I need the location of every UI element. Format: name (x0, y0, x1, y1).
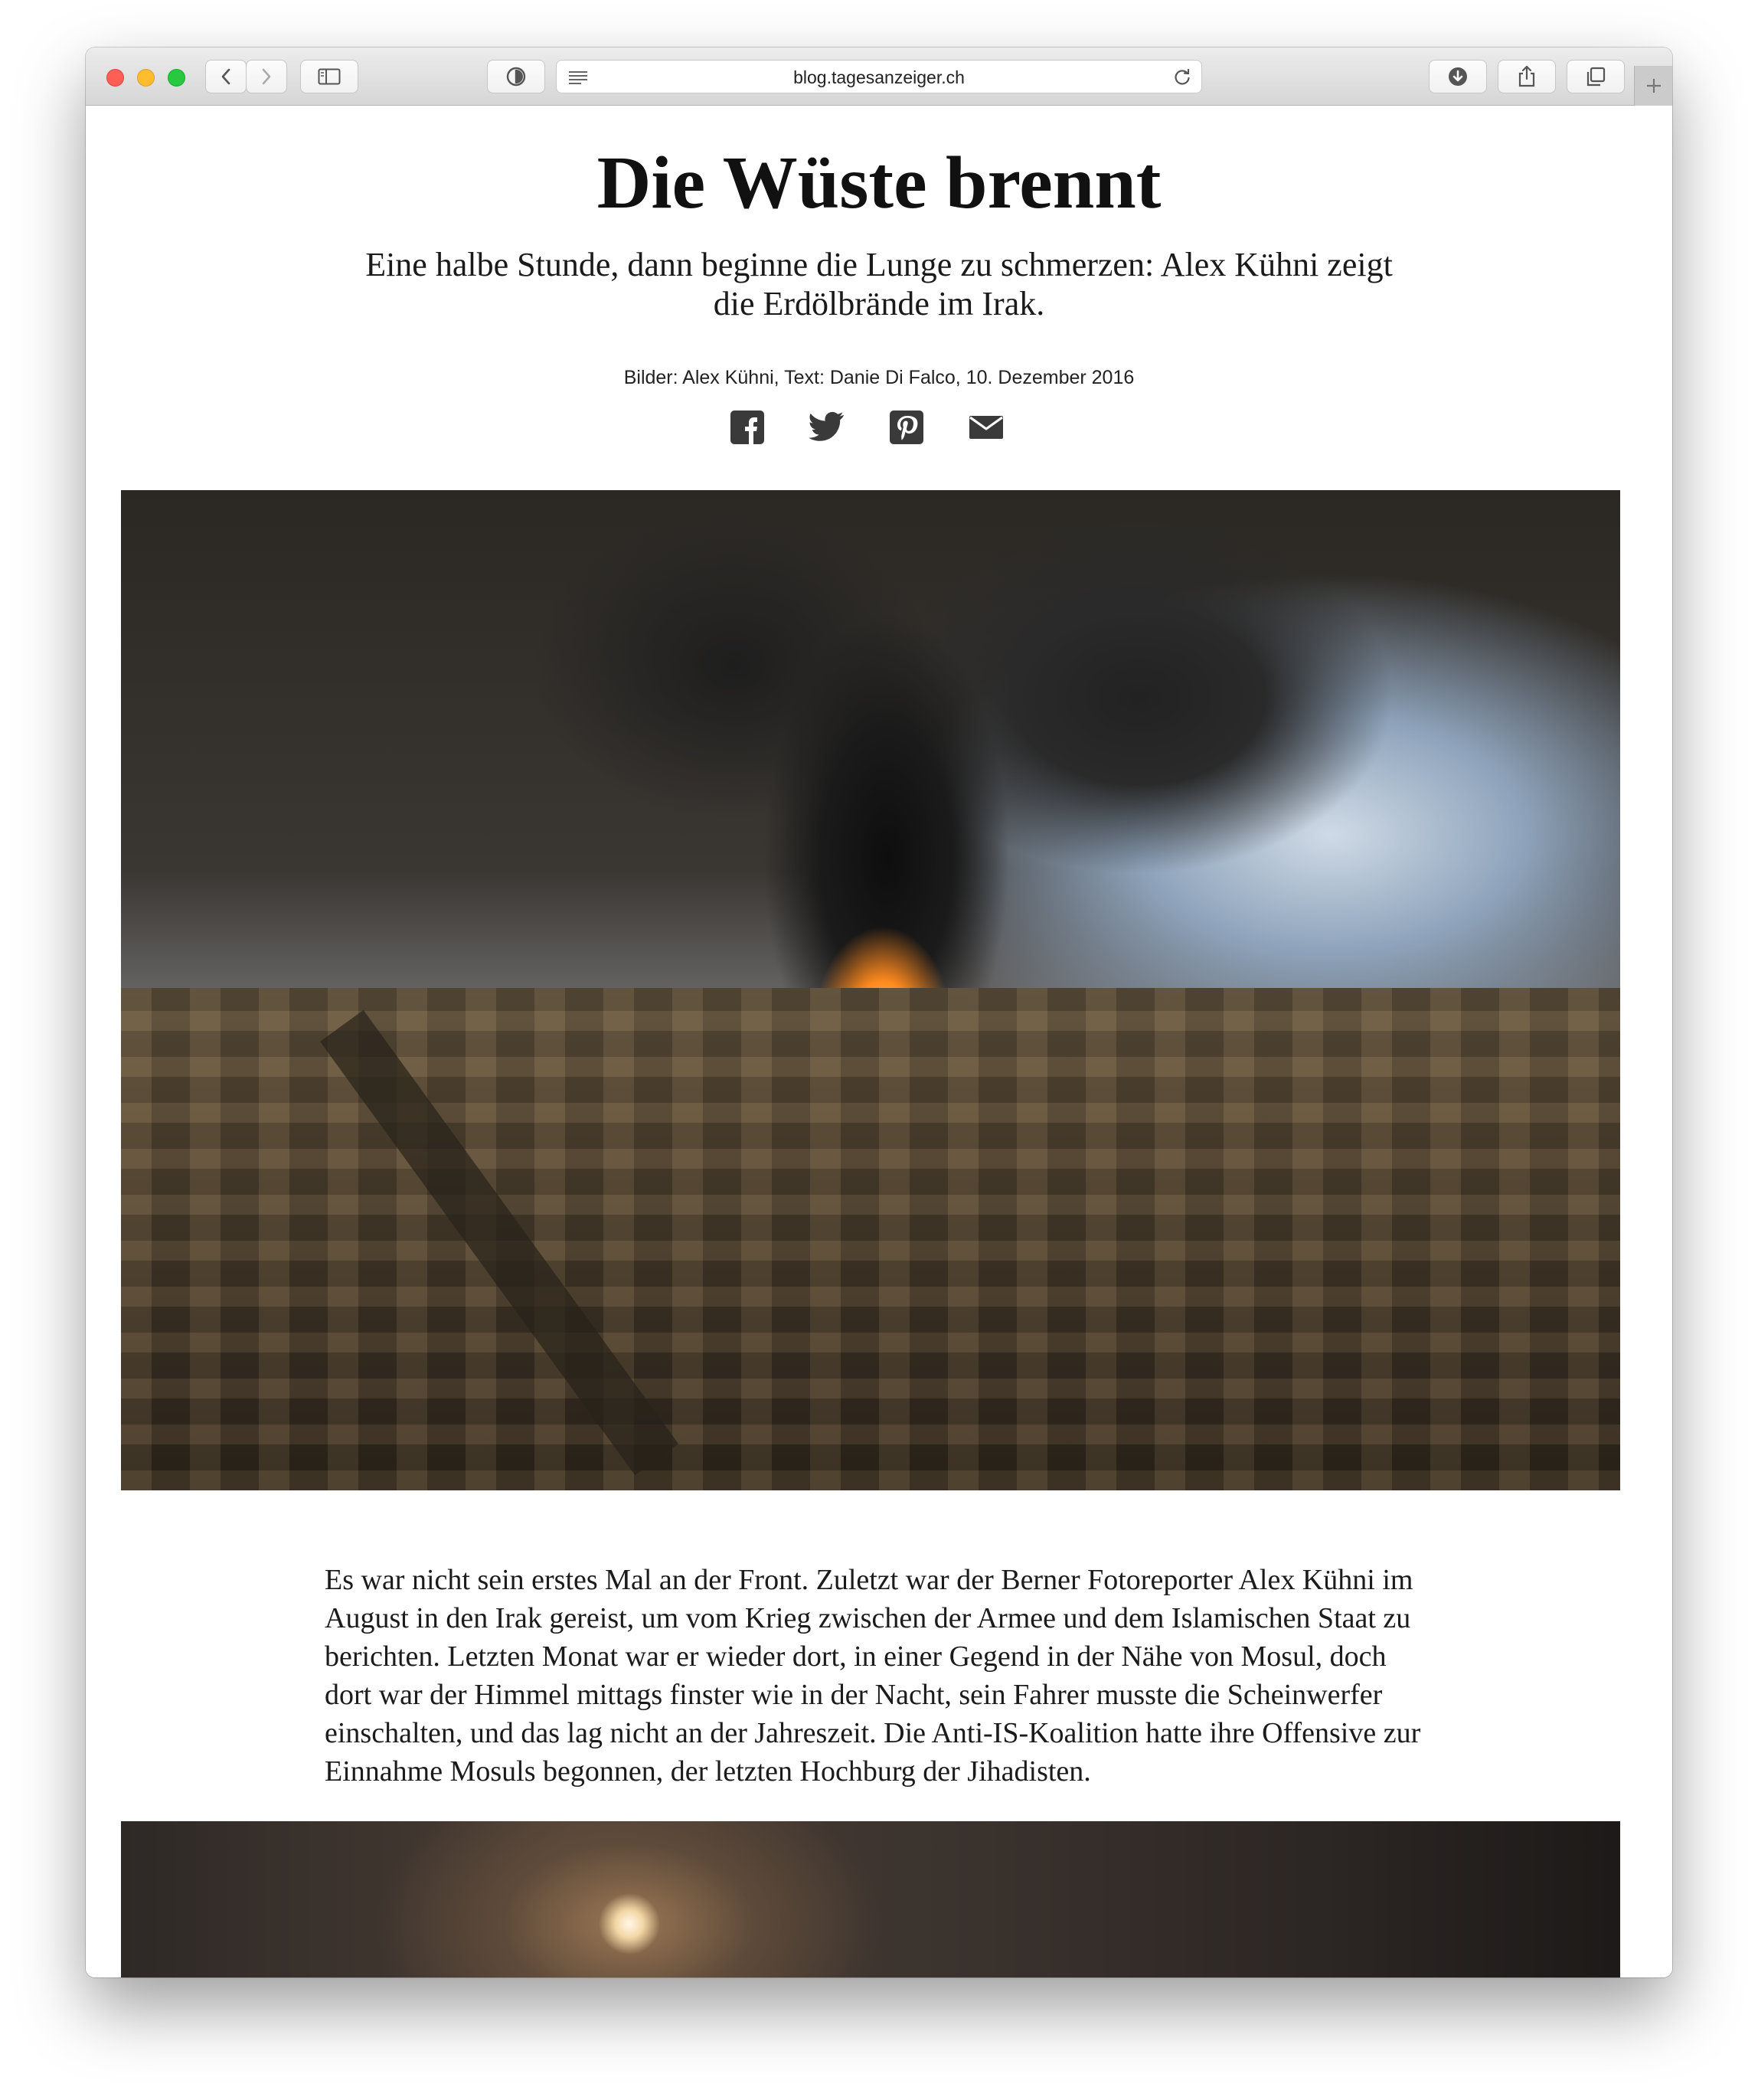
browser-window (86, 47, 1672, 1977)
facebook-icon (730, 411, 764, 444)
forward-button[interactable] (246, 60, 287, 93)
hero-photo-burning-oil-fire (121, 490, 1620, 1490)
share-button[interactable] (1498, 60, 1556, 93)
zoom-window-button[interactable] (168, 69, 185, 87)
close-window-button[interactable] (106, 69, 124, 87)
share-facebook-link[interactable] (729, 409, 766, 446)
forward-icon (260, 67, 273, 86)
second-photo-smoky-sun (121, 1821, 1620, 1977)
back-icon (220, 67, 232, 86)
tabs-icon (1586, 67, 1606, 87)
share-pinterest-link[interactable] (888, 409, 925, 446)
article-byline: Bilder: Alex Kühni, Text: Danie Di Falco, 10. Dezember 2016 (623, 367, 1135, 388)
page-content (86, 106, 1672, 1977)
back-button[interactable] (205, 60, 247, 93)
privacy-shield-icon (505, 66, 527, 87)
sidebar-icon (318, 68, 341, 85)
downloads-button[interactable] (1429, 60, 1487, 93)
email-icon (969, 414, 1004, 440)
browser-toolbar (86, 47, 1672, 106)
new-tab-button[interactable] (1634, 66, 1672, 106)
address-bar[interactable] (556, 60, 1202, 93)
article-title: Die Wüste brennt (596, 142, 1162, 224)
new-tab-icon (1645, 77, 1663, 95)
download-icon (1447, 66, 1469, 87)
share-icon (1517, 65, 1537, 88)
twitter-icon (809, 412, 845, 443)
url-text[interactable]: blog.tagesanzeiger.ch (793, 67, 965, 87)
pinterest-icon (890, 411, 923, 444)
article-subtitle: Eine halbe Stunde, dann beginne die Lunge zu schmerzen: Alex Kühni zeigt die Erdölbrände im Irak. (365, 246, 1393, 322)
tabs-overview-button[interactable] (1567, 60, 1625, 93)
share-twitter-link[interactable] (809, 409, 845, 446)
privacy-button[interactable] (487, 60, 545, 93)
sidebar-button[interactable] (300, 60, 358, 93)
minimize-window-button[interactable] (137, 69, 155, 87)
reload-icon[interactable] (1172, 67, 1192, 87)
article-paragraph: Es war nicht sein erstes Mal an der Front. Zuletzt war der Berner Fotoreporter Alex Kühni im August in den Irak gereist, um vom Krieg zwischen der Armee und dem Islamischen Staat zu berichten. Letzten Monat war er wieder dort, in einer Gegend in der Nähe von Mosul, doch dort war der Himmel mittags finster wie in der Nacht, sein Fahrer musste die Scheinwerfer einschalten, und das lag nicht an der Jahreszeit. Die Anti-IS-Koalition hatte ihre Offensive zur Einnahme Mosuls begonnen, der letzten Hochburg der Jihadisten. (325, 1564, 1421, 1788)
share-email-link[interactable] (968, 409, 1005, 446)
